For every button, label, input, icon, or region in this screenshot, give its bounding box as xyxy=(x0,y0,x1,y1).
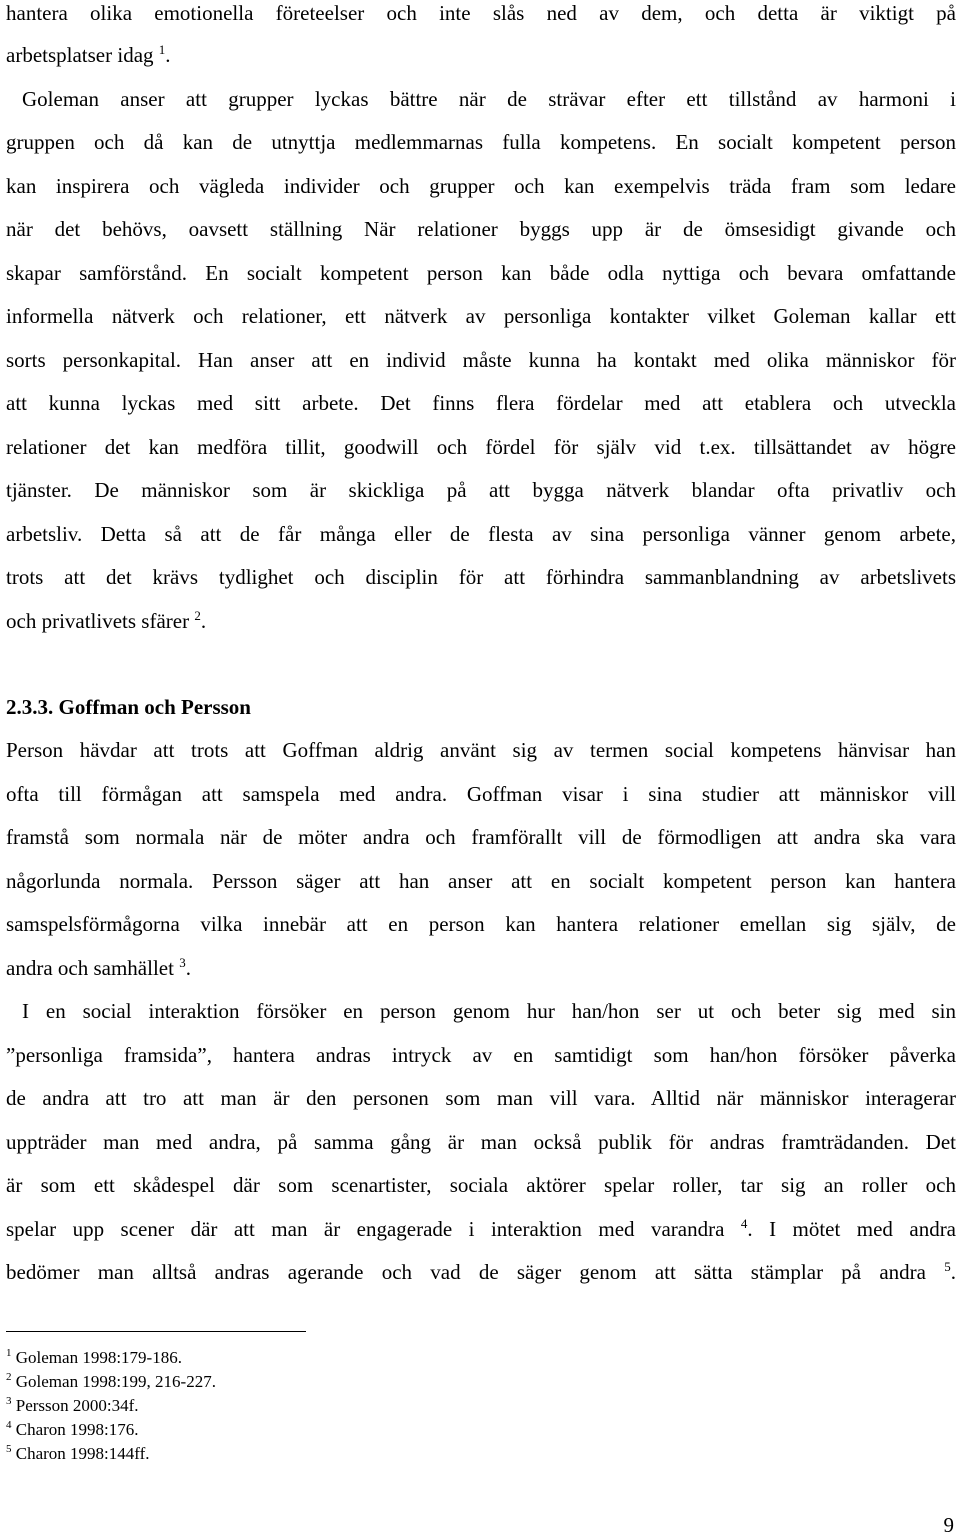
body-text-line: Goleman anser att grupper lyckas bättre när de strävar efter ett tillstånd av harmoni i xyxy=(22,87,956,111)
body-text-line: trots att det krävs tydlighet och disciplin för att förhindra sammanblandning av arbetslivets xyxy=(6,565,956,589)
body-text-line: när det behövs, oavsett ställning När relationer byggs upp är de ömsesidigt givande och xyxy=(6,217,956,241)
body-text-line: arbetsplatser idag $^1$. xyxy=(6,42,171,67)
body-text-line: samspelsförmågorna vilka innebär att en person kan hantera relationer emellan sig själv, de xyxy=(6,912,956,936)
body-text-line: spelar upp scener där att man är engagerade i interaktion med varandra $^4$. I mötet med andra xyxy=(6,1216,957,1241)
footnote-ref: 3 xyxy=(179,955,186,970)
body-text-line: är som ett skådespel där som scenartister, sociala aktörer spelar roller, tar sig an roller och xyxy=(6,1173,956,1197)
body-text-line: I en social interaktion försöker en person genom hur han/hon ser ut och beter sig med sin xyxy=(22,999,956,1023)
body-text-line: någorlunda normala. Persson säger att han anser att en socialt kompetent person kan hantera xyxy=(6,869,956,893)
body-text-line: ”personliga framsida”, hantera andras intryck av en samtidigt som han/hon försöker påverka xyxy=(6,1043,956,1067)
body-text-line: uppträder man med andra, på samma gång är man också publik för andras framträdanden. Det xyxy=(6,1130,956,1154)
page-number: 9 xyxy=(943,1513,954,1537)
body-text-line: och privatlivets sfärer $^2$. xyxy=(6,608,207,633)
body-text-line: de andra att tro att man är den personen som man vill vara. Alltid när människor interagerar xyxy=(6,1086,956,1110)
section-heading: 2.3.3. Goffman och Persson xyxy=(6,695,251,719)
footnote: $^2$ Goleman 1998:199, 216-227. xyxy=(6,1371,216,1391)
body-text-line: Person hävdar att trots att Goffman aldrig använt sig av termen social kompetens hänvisar han xyxy=(6,738,956,762)
body-text-line: arbetsliv. Detta så att de får många eller de flesta av sina personliga vänner genom arbete, xyxy=(6,522,956,546)
footnote: $^3$ Persson 2000:34f. xyxy=(6,1395,139,1415)
footnote-ref: 1 xyxy=(158,42,166,57)
body-text-line: framstå som normala när de möter andra och framförallt vill de förmodligen att andra ska vara xyxy=(6,825,956,849)
footnote-separator xyxy=(6,1331,306,1332)
body-text-line: ofta till förmågan att samspela med andra. Goffman visar i sina studier att människor vill xyxy=(6,782,956,806)
body-text-line: relationer det kan medföra tillit, goodwill och fördel för själv vid t.ex. tillsättandet av högre xyxy=(6,435,956,459)
footnote-ref: 2 xyxy=(194,608,201,623)
body-text-line: sorts personkapital. Han anser att en individ måste kunna ha kontakt med olika människor för xyxy=(6,348,956,372)
body-text-line: skapar samförstånd. En socialt kompetent person kan både odla nyttiga och bevara omfattande xyxy=(6,261,956,285)
body-text-line: tjänster. De människor som är skickliga på att bygga nätverk blandar ofta privatliv och xyxy=(6,478,956,502)
body-text-line: informella nätverk och relationer, ett nätverk av personliga kontakter vilket Goleman kallar ett xyxy=(6,304,956,328)
body-text-line: andra och samhället $^3$. xyxy=(6,955,191,980)
footnote: $^1$ Goleman 1998:179-186. xyxy=(6,1347,182,1367)
body-text-line: bedömer man alltså andras agerande och vad de säger genom att sätta stämplar på andra $^5$. xyxy=(6,1259,956,1284)
footnote: $^4$ Charon 1998:176. xyxy=(6,1419,139,1439)
body-text-line: hantera olika emotionella företeelser och inte slås ned av dem, och detta är viktigt på xyxy=(6,1,956,25)
footnote-ref: 5 xyxy=(944,1259,951,1274)
body-text-line: gruppen och då kan de utnyttja medlemmarnas fulla kompetens. En socialt kompetent person xyxy=(6,130,956,154)
body-text-line: att kunna lyckas med sitt arbete. Det finns flera fördelar med att etablera och utveckla xyxy=(6,391,956,415)
body-text-line: kan inspirera och vägleda individer och grupper och kan exempelvis träda fram som ledare xyxy=(6,174,956,198)
footnote-ref: 4 xyxy=(740,1216,748,1231)
footnote: $^5$ Charon 1998:144ff. xyxy=(6,1443,150,1463)
